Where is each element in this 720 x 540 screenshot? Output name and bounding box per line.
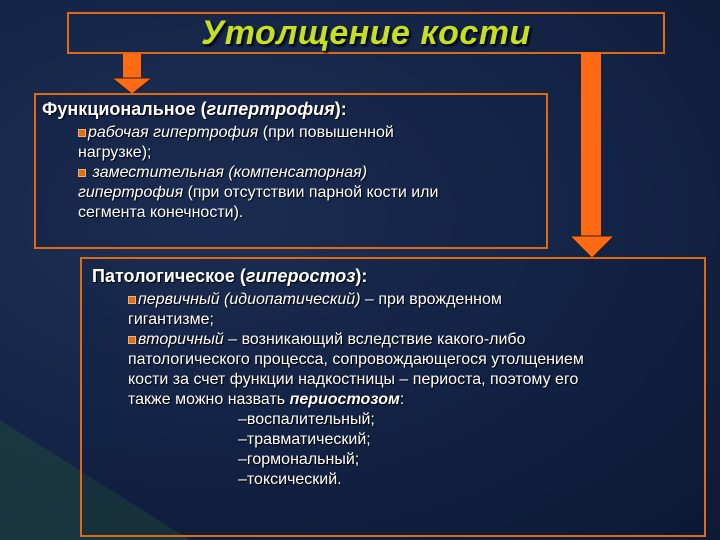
- pathological-item-2-cont3: также можно назвать периостозом:: [128, 391, 405, 408]
- title-box: [67, 12, 665, 54]
- hypertrophy-item-2-cont: гипертрофия (при отсутствии парной кости или: [78, 184, 439, 201]
- square-bullet-icon: [78, 129, 86, 137]
- subtype-item: –воспалительный;: [238, 411, 375, 428]
- hypertrophy-item-1-cont: нагрузке);: [78, 144, 152, 161]
- pathological-item-1-cont: гигантизме;: [128, 311, 214, 328]
- pathological-item-1: первичный (идиопатический) – при врожденном: [92, 290, 696, 310]
- hypertrophy-box: [34, 93, 548, 249]
- subtype-item: –травматический;: [238, 431, 371, 448]
- pathological-box: [80, 257, 706, 537]
- pathological-item-2-cont2: кости за счет функции надкостницы – периоста, поэтому его: [128, 371, 579, 388]
- down-arrow-icon: [110, 54, 154, 96]
- hypertrophy-heading: Функциональное (гипертрофия):: [42, 99, 347, 119]
- square-bullet-icon: [128, 296, 136, 304]
- hypertrophy-item-1: рабочая гипертрофия (при повышенной: [42, 123, 540, 143]
- pathological-item-2: вторичный – возникающий вследствие какого-либо: [92, 330, 696, 350]
- hypertrophy-item-2: заместительная (компенсаторная): [42, 163, 540, 183]
- square-bullet-icon: [78, 169, 86, 177]
- hypertrophy-item-2-cont2: сегмента конечности).: [78, 204, 244, 221]
- square-bullet-icon: [128, 336, 136, 344]
- subtype-item: –гормональный;: [238, 451, 360, 468]
- pathological-item-2-cont1: патологического процесса, сопровождающегося утолщением: [128, 351, 584, 368]
- page-title: Утолщение кости: [201, 14, 531, 52]
- subtype-item: –токсический.: [238, 471, 342, 488]
- down-arrow-icon: [568, 52, 616, 262]
- pathological-heading: Патологическое (гиперостоз):: [92, 266, 368, 286]
